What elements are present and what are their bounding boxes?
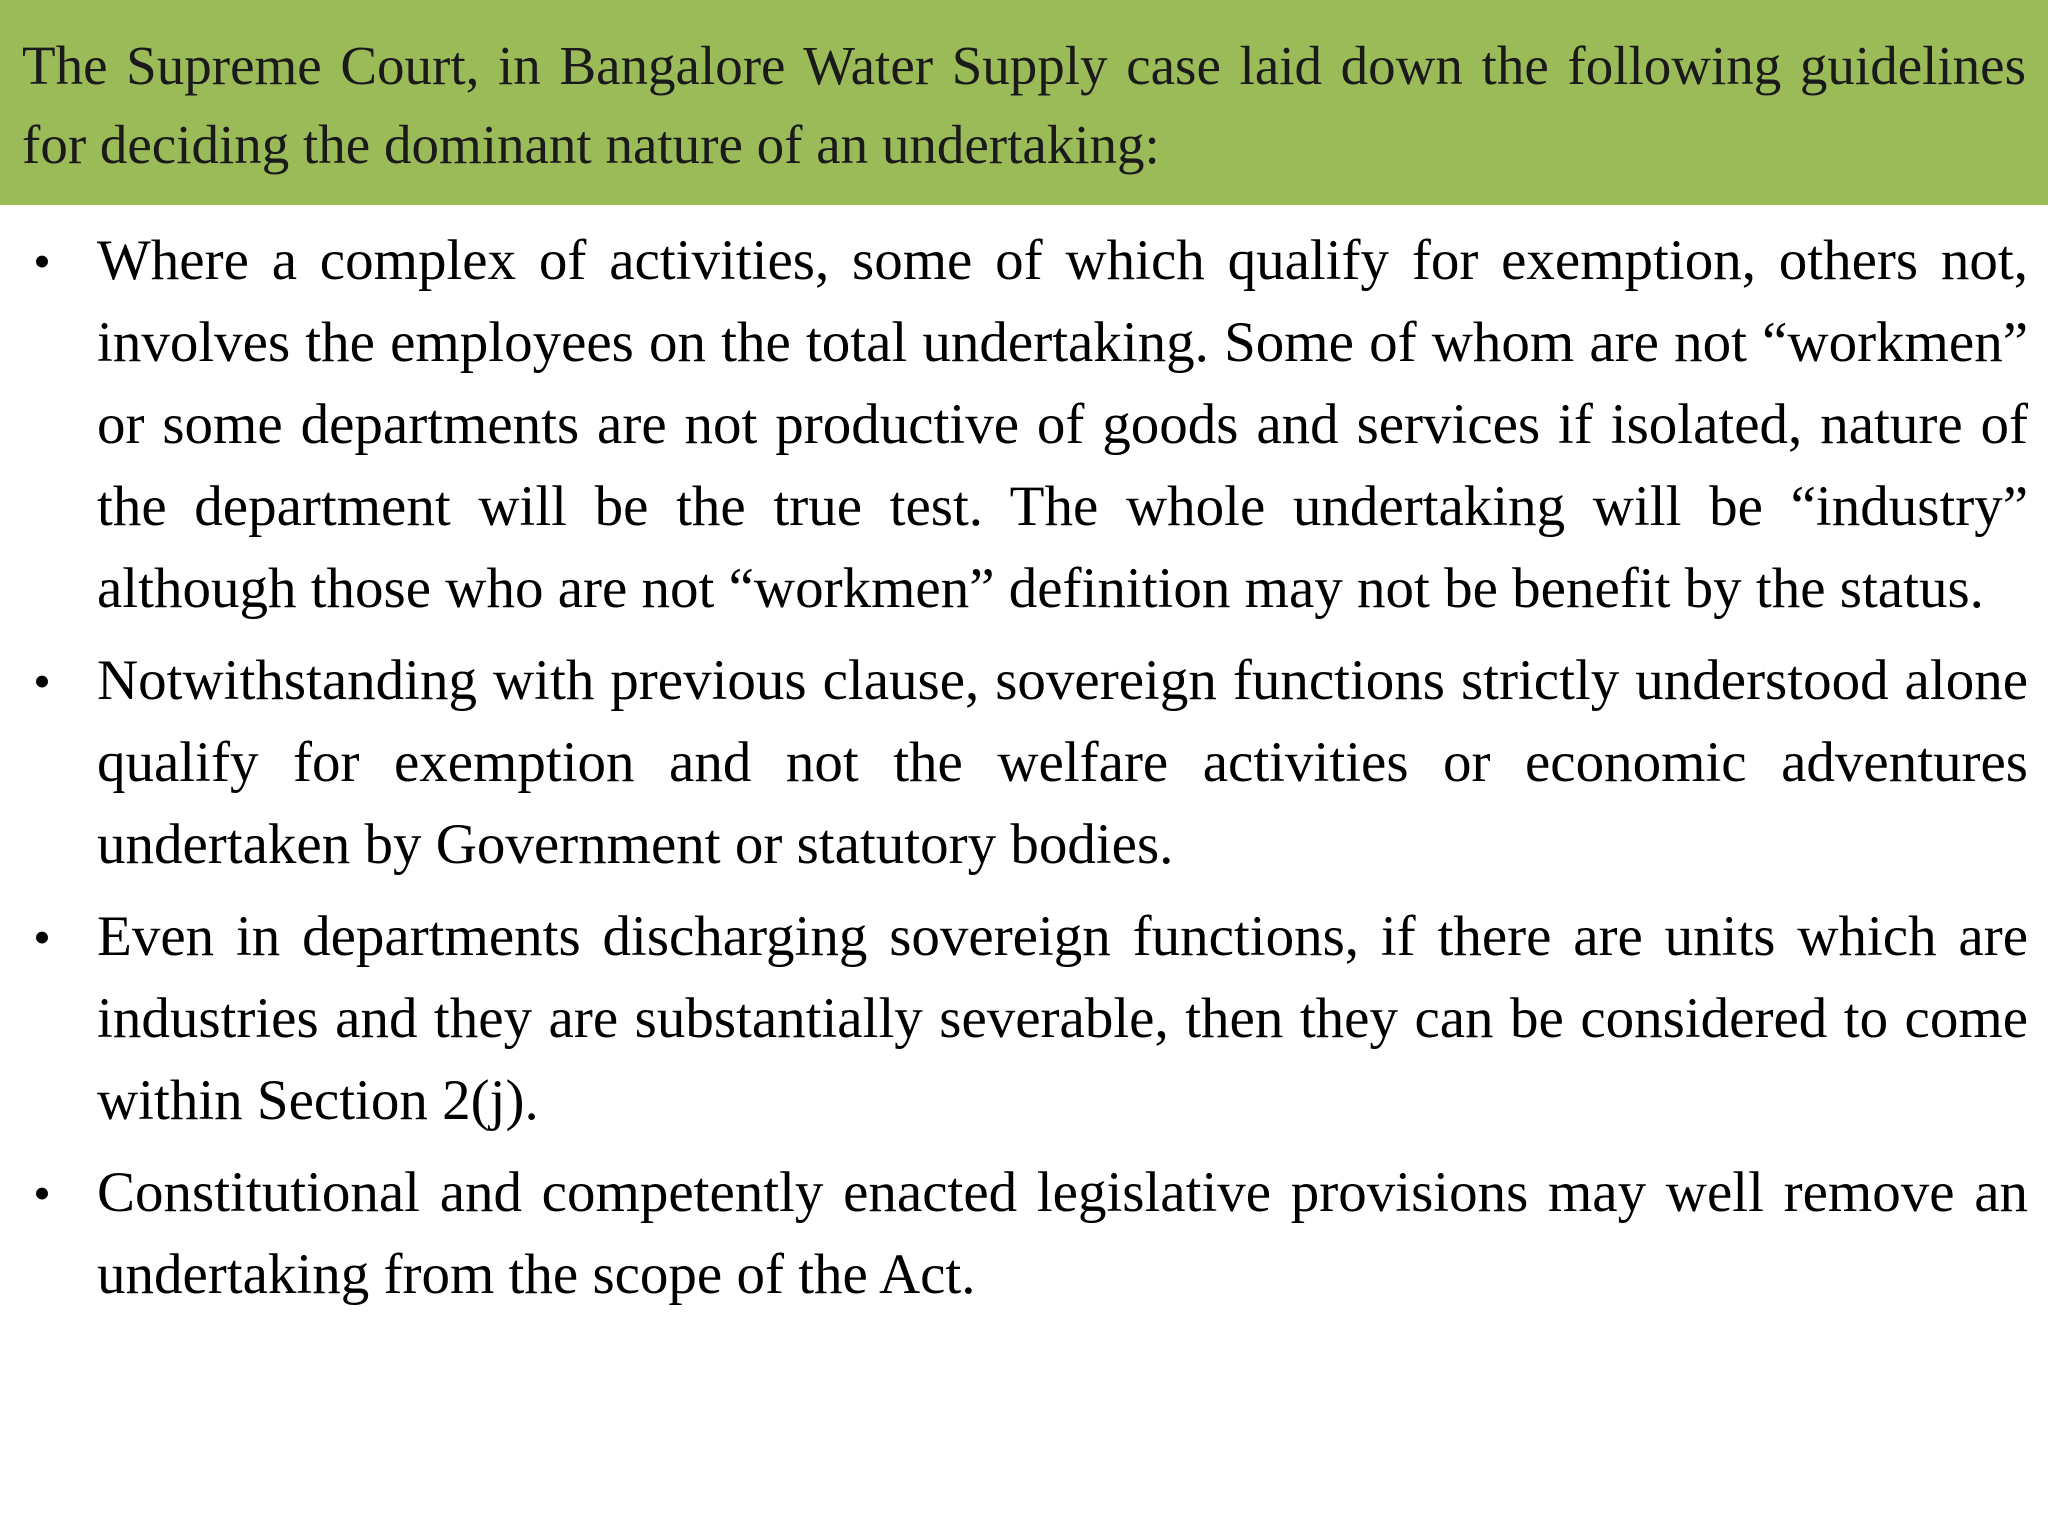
bullet-item-3 — [22, 896, 2028, 1142]
bullet-dot-icon: • — [33, 653, 51, 709]
header-text: The Supreme Court, in Bangalore Water Supply case laid down the following guidelines for deciding the dominant nature of an undertaking: — [22, 35, 2026, 175]
bullet-text: Notwithstanding with previous clause, sovereign functions strictly understood alone qualify for exemption and not the welfare activities or economic adventures undertaken by Government or statutory bodies. — [97, 649, 2028, 876]
bullet-text: Even in departments discharging sovereign functions, if there are units which are industries and they are substantially severable, then they can be considered to come within Section 2(j). — [97, 905, 2028, 1132]
bullet-item-4 — [22, 1152, 2028, 1316]
bullet-item-2 — [22, 640, 2028, 886]
bullet-dot-icon: • — [33, 1165, 51, 1221]
bullet-dot-icon: • — [33, 233, 51, 289]
header-band — [0, 0, 2048, 205]
bullet-list — [0, 220, 2048, 1316]
bullet-text: Where a complex of activities, some of which qualify for exemption, others not, involves the employees on the total undertaking. Some of whom are not “workmen” or some departments are not productive of goods and services if isolated, nature of the department will be the true test. The whole undertaking will be “industry” although those who are not “workmen” definition may not be benefit by the status. — [97, 229, 2028, 620]
bullet-text: Constitutional and competently enacted legislative provisions may well remove an undertaking from the scope of the Act. — [97, 1161, 2028, 1306]
bullet-item-1 — [22, 220, 2028, 630]
bullet-dot-icon: • — [33, 909, 51, 965]
